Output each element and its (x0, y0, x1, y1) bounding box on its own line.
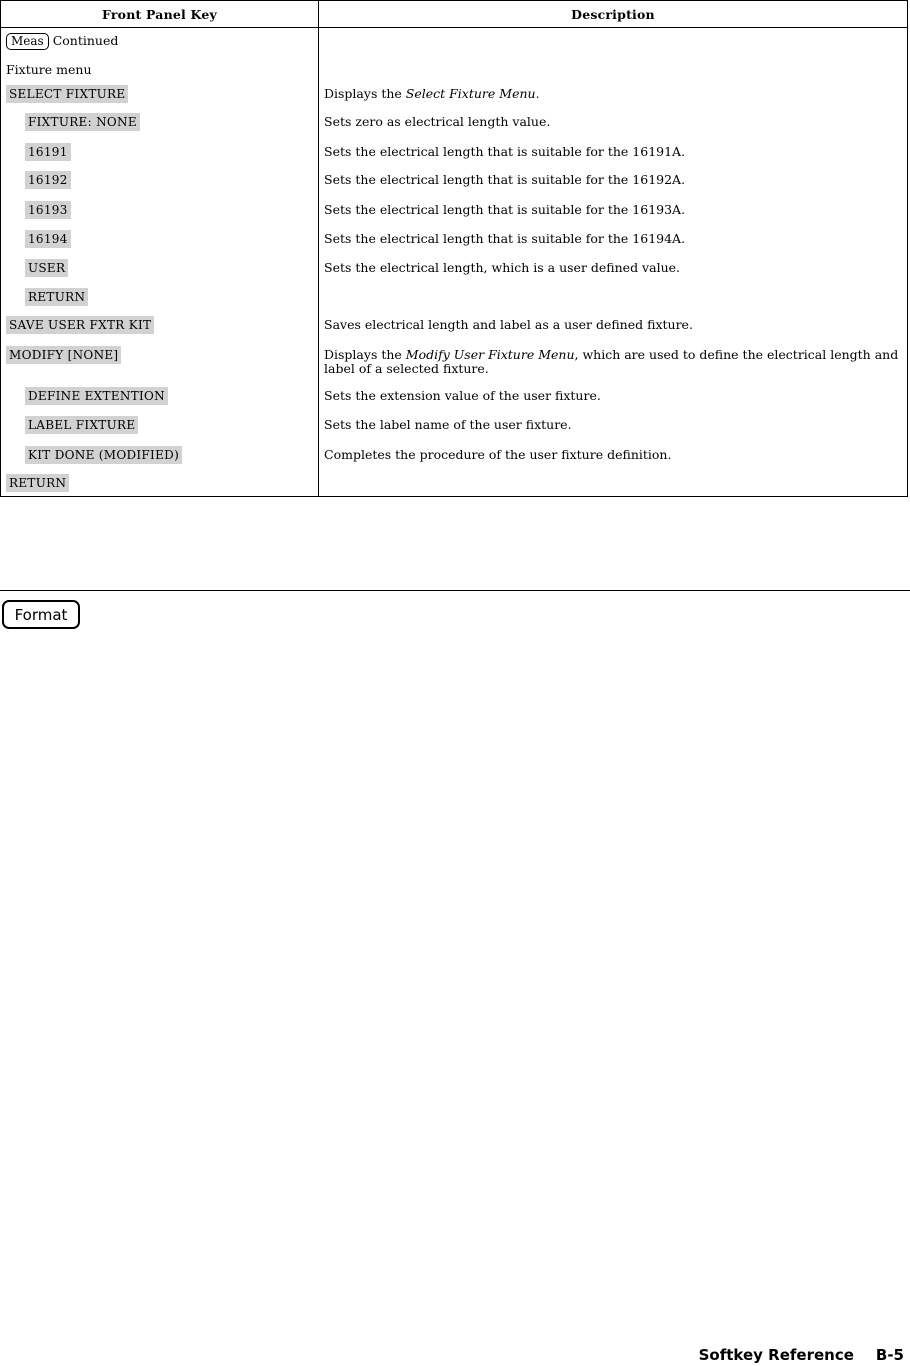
table-row (1, 474, 907, 496)
meas-hardkey[interactable]: Meas (6, 33, 49, 50)
softkey-return[interactable]: RETURN (6, 474, 69, 492)
softkey-16193[interactable]: 16193 (25, 201, 71, 219)
softkey-define-extention[interactable]: DEFINE EXTENTION (25, 387, 168, 405)
row-description: Sets the electrical length that is suitable for the 16191A. (324, 144, 686, 159)
table-row (1, 446, 907, 468)
row-description: Sets the electrical length, which is a user defined value. (324, 260, 680, 275)
softkey-fixture-none[interactable]: FIXTURE: NONE (25, 113, 140, 131)
table-row (1, 143, 907, 165)
format-hardkey[interactable]: Format (2, 600, 80, 629)
softkey-table (0, 0, 908, 497)
intro-row (1, 33, 907, 55)
table-row (1, 171, 907, 193)
softkey-label-fixture[interactable]: LABEL FIXTURE (25, 416, 138, 434)
section-label-row (1, 62, 907, 84)
row-description: Completes the procedure of the user fixture definition. (324, 447, 672, 462)
table-row (1, 416, 907, 438)
footer-title: Softkey Reference (698, 1346, 854, 1364)
section-label: Fixture menu (6, 62, 92, 77)
row-description: Sets the electrical length that is suitable for the 16194A. (324, 231, 686, 246)
row-description: Saves electrical length and label as a user defined fixture. (324, 317, 693, 332)
header-divider (1, 27, 907, 28)
softkey-select-fixture[interactable]: SELECT FIXTURE (6, 85, 128, 103)
table-row (1, 316, 907, 338)
page-footer (699, 1346, 904, 1364)
table-row (1, 346, 907, 376)
section-divider (0, 590, 910, 591)
softkey-save-user-fxtr-kit[interactable]: SAVE USER FXTR KIT (6, 316, 154, 334)
header-front-panel-key: Front Panel Key (102, 7, 217, 22)
row-description: Sets the electrical length that is suitable for the 16193A. (324, 202, 686, 217)
softkey-user[interactable]: USER (25, 259, 68, 277)
page-number: B-5 (875, 1346, 904, 1364)
row-description: Displays the Select Fixture Menu. (324, 86, 540, 101)
continued-label: Continued (52, 33, 119, 48)
row-description: Sets the label name of the user fixture. (324, 417, 572, 432)
header-description: Description (571, 7, 655, 22)
softkey-16191[interactable]: 16191 (25, 143, 71, 161)
row-description: Sets the extension value of the user fixture. (324, 388, 601, 403)
row-description: Sets the electrical length that is suitable for the 16192A. (324, 172, 686, 187)
table-row (1, 288, 907, 310)
softkey-modify-none[interactable]: MODIFY [NONE] (6, 346, 121, 364)
table-row (1, 387, 907, 409)
table-row (1, 113, 907, 135)
softkey-16194[interactable]: 16194 (25, 230, 71, 248)
softkey-16192[interactable]: 16192 (25, 171, 71, 189)
table-row (1, 201, 907, 223)
softkey-return[interactable]: RETURN (25, 288, 88, 306)
softkey-kit-done-modified[interactable]: KIT DONE (MODIFIED) (25, 446, 182, 464)
table-row (1, 259, 907, 281)
table-row (1, 85, 907, 107)
table-row (1, 230, 907, 252)
row-description: Displays the Modify User Fixture Menu, which are used to define the electrical length and label of a selected fixture. (324, 347, 899, 376)
row-description: Sets zero as electrical length value. (324, 114, 551, 129)
